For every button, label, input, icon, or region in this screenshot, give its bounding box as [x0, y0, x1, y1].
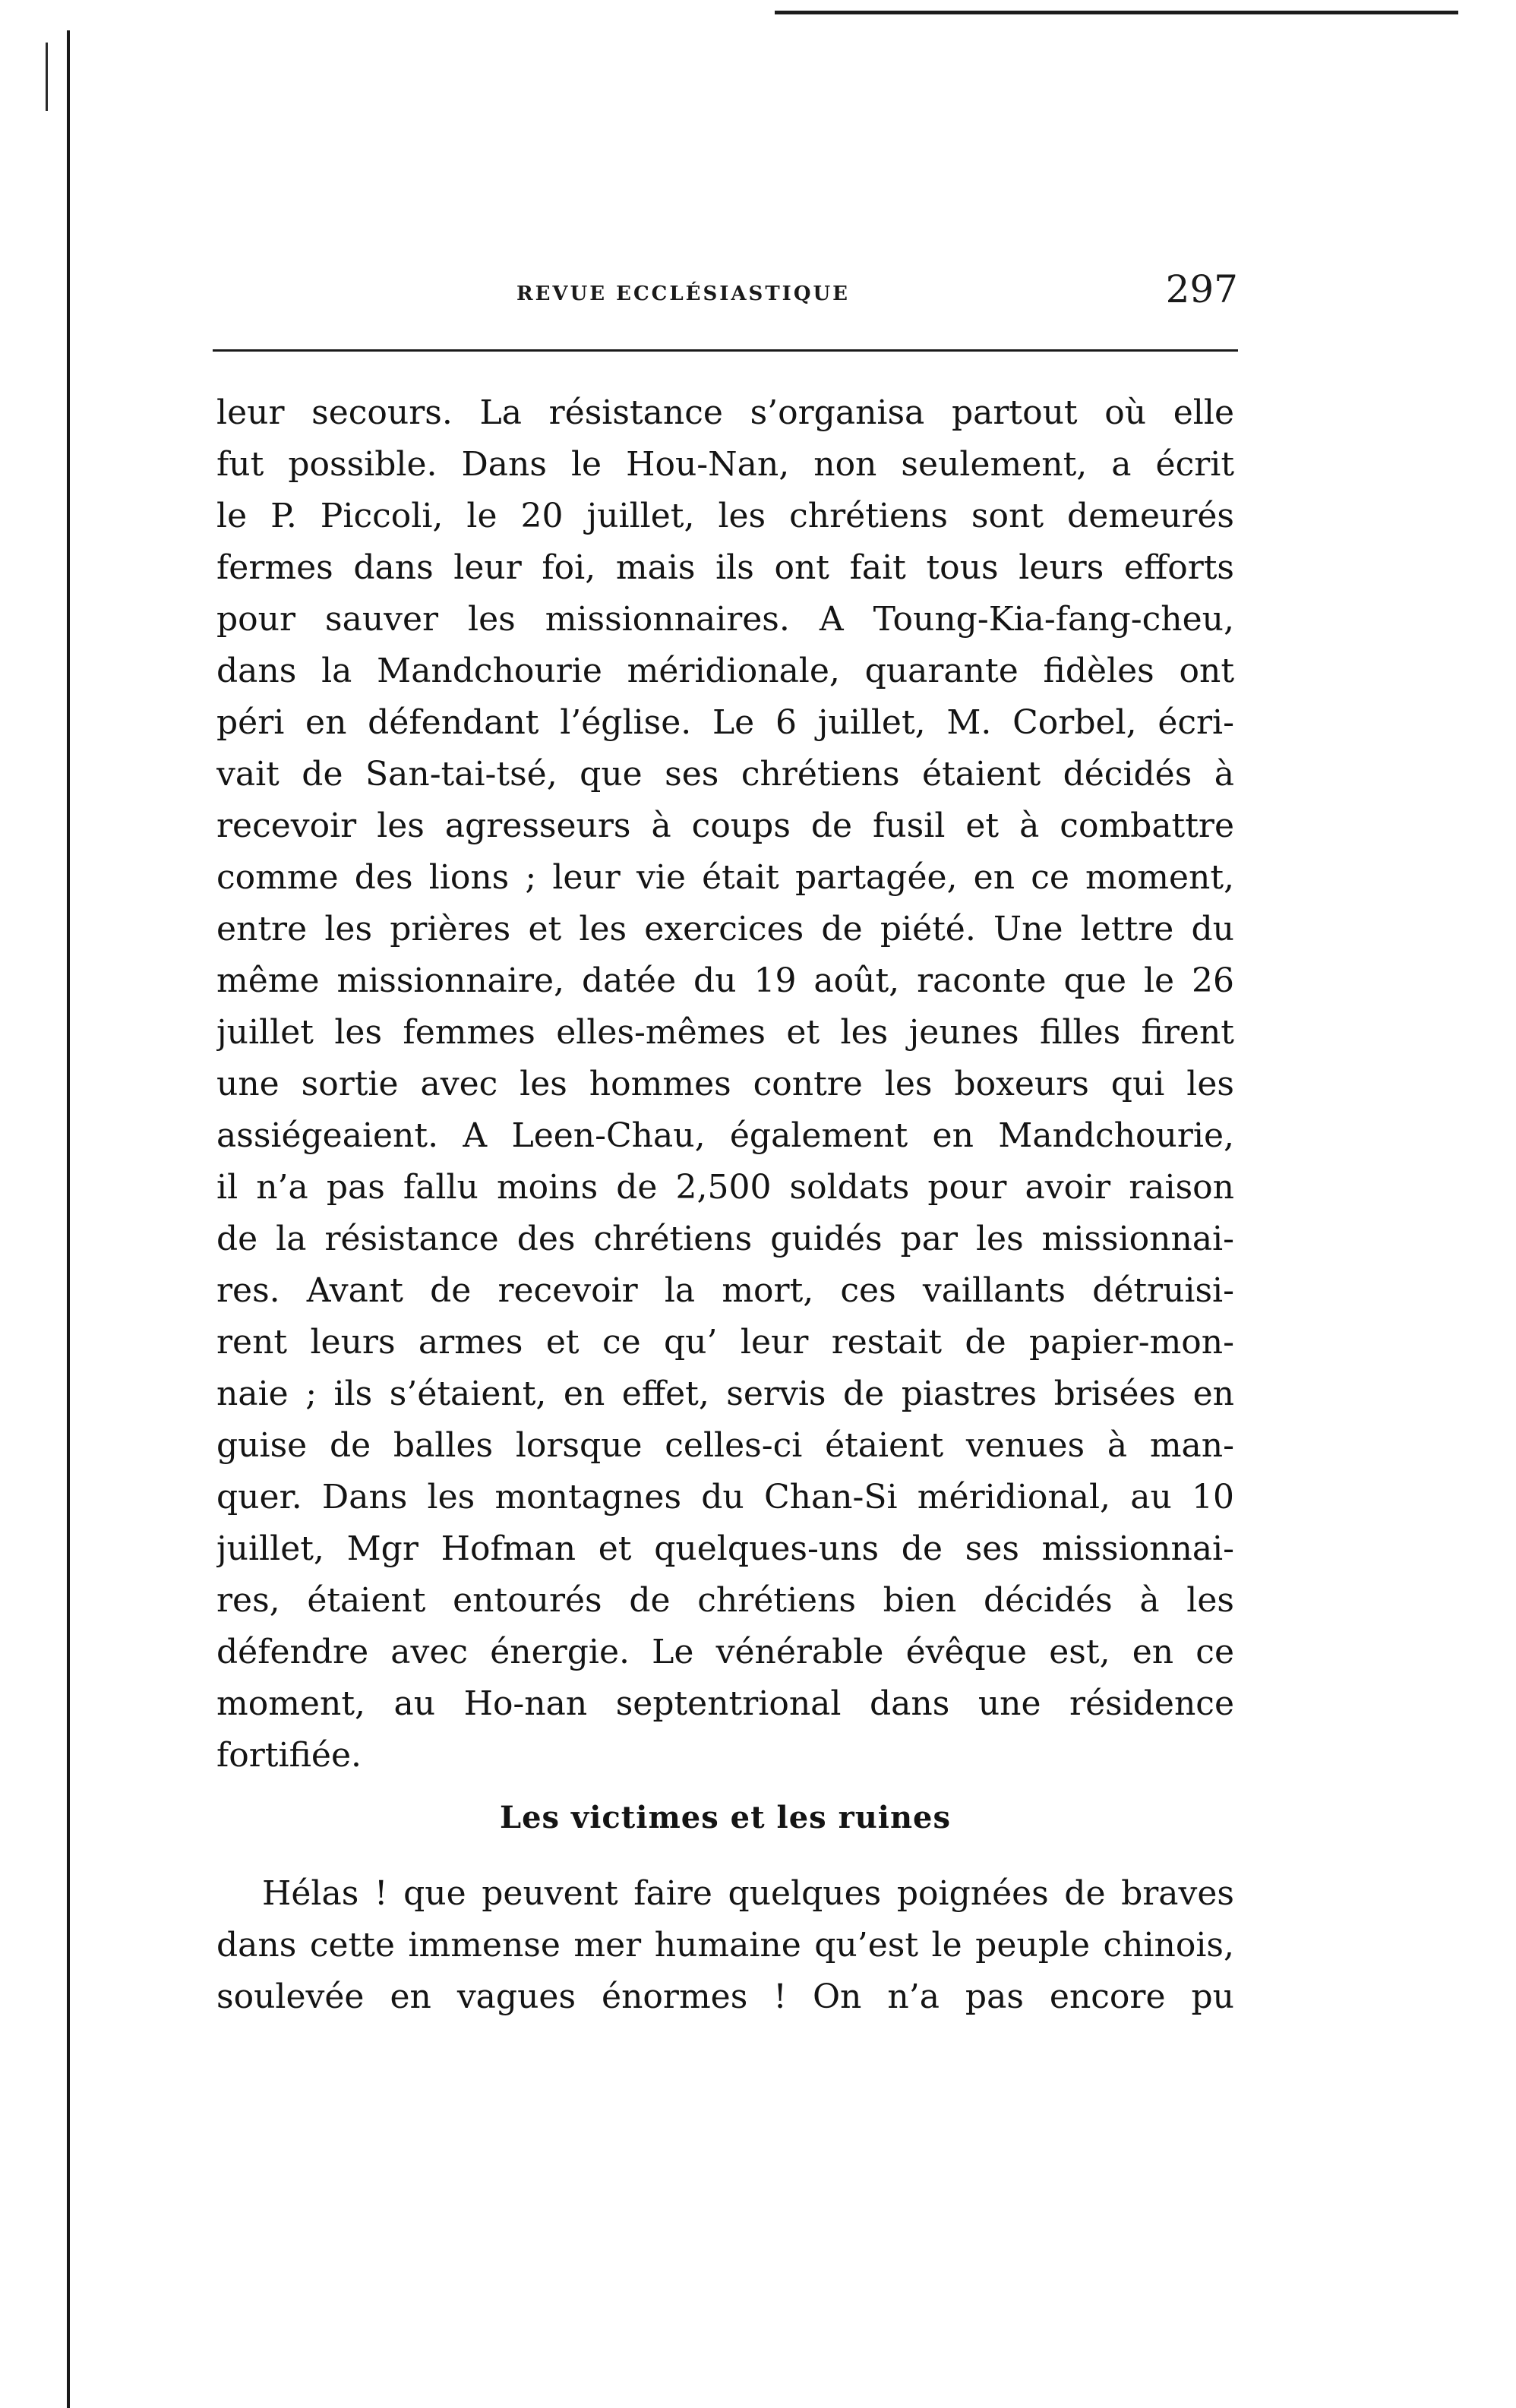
text-line: juillet, Mgr Hofman et quelques-uns de ses missionnai-: [216, 1529, 1234, 1568]
text-line: comme des lions ; leur vie était partagée, en ce moment,: [216, 858, 1234, 897]
text-line: même missionnaire, datée du 19 août, raconte que le 26: [216, 961, 1234, 1000]
text-line: quer. Dans les montagnes du Chan-Si méridional, au 10: [216, 1478, 1234, 1516]
scan-top-rule: [775, 11, 1458, 14]
text-line: dans cette immense mer humaine qu’est le peuple chinois,: [216, 1926, 1234, 1965]
text-line: dans la Mandchourie méridionale, quarante fidèles ont: [216, 652, 1234, 690]
page-number: 297: [1165, 267, 1238, 311]
text-line: pour sauver les missionnaires. A Toung-Kia-fang-cheu,: [216, 600, 1234, 639]
text-line: Hélas ! que peuvent faire quelques poignées de braves: [262, 1874, 1234, 1913]
text-line: entre les prières et les exercices de piété. Une lettre du: [216, 910, 1234, 948]
text-line: une sortie avec les hommes contre les boxeurs qui les: [216, 1065, 1234, 1103]
text-line: guise de balles lorsque celles-ci étaient venues à man-: [216, 1426, 1234, 1465]
text-line: vait de San-tai-tsé, que ses chrétiens étaient décidés à: [216, 755, 1234, 794]
section-heading: Les victimes et les ruines: [499, 1800, 952, 1835]
text-line: soulevée en vagues énormes ! On n’a pas encore pu: [216, 1977, 1234, 2016]
text-line: fortifiée.: [216, 1736, 362, 1775]
running-head: [213, 267, 1238, 313]
text-line: il n’a pas fallu moins de 2,500 soldats pour avoir raison: [216, 1168, 1234, 1207]
text-line: fermes dans leur foi, mais ils ont fait tous leurs efforts: [216, 548, 1234, 587]
text-line: res, étaient entourés de chrétiens bien décidés à les: [216, 1581, 1234, 1620]
text-line: assiégeaient. A Leen-Chau, également en Mandchourie,: [216, 1116, 1234, 1155]
text-line: recevoir les agresseurs à coups de fusil et à combattre: [216, 806, 1234, 845]
paragraph-1: [216, 387, 1234, 1782]
text-line: défendre avec énergie. Le vénérable évêque est, en ce: [216, 1633, 1234, 1671]
text-line: rent leurs armes et ce qu’ leur restait de papier-mon-: [216, 1323, 1234, 1362]
text-line: de la résistance des chrétiens guidés par les missionnai-: [216, 1220, 1234, 1258]
text-line: juillet les femmes elles-mêmes et les jeunes filles firent: [216, 1013, 1234, 1052]
text-line: naie ; ils s’étaient, en effet, servis de piastres brisées en: [216, 1374, 1234, 1413]
text-line: leur secours. La résistance s’organisa partout où elle: [216, 393, 1234, 432]
text-line: fut possible. Dans le Hou-Nan, non seulement, a écrit: [216, 445, 1234, 484]
binding-edge-mark: [46, 43, 48, 111]
text-line: moment, au Ho-nan septentrional dans une résidence: [216, 1684, 1234, 1723]
header-rule: [213, 349, 1238, 352]
binding-edge: [67, 30, 70, 2408]
paragraph-2: [216, 1868, 1234, 2023]
text-line: res. Avant de recevoir la mort, ces vaillants détruisi-: [216, 1271, 1234, 1310]
running-title: REVUE ECCLÉSIASTIQUE: [516, 282, 850, 305]
text-line: le P. Piccoli, le 20 juillet, les chrétiens sont demeurés: [216, 497, 1234, 535]
text-line: péri en défendant l’église. Le 6 juillet, M. Corbel, écri-: [216, 703, 1234, 742]
